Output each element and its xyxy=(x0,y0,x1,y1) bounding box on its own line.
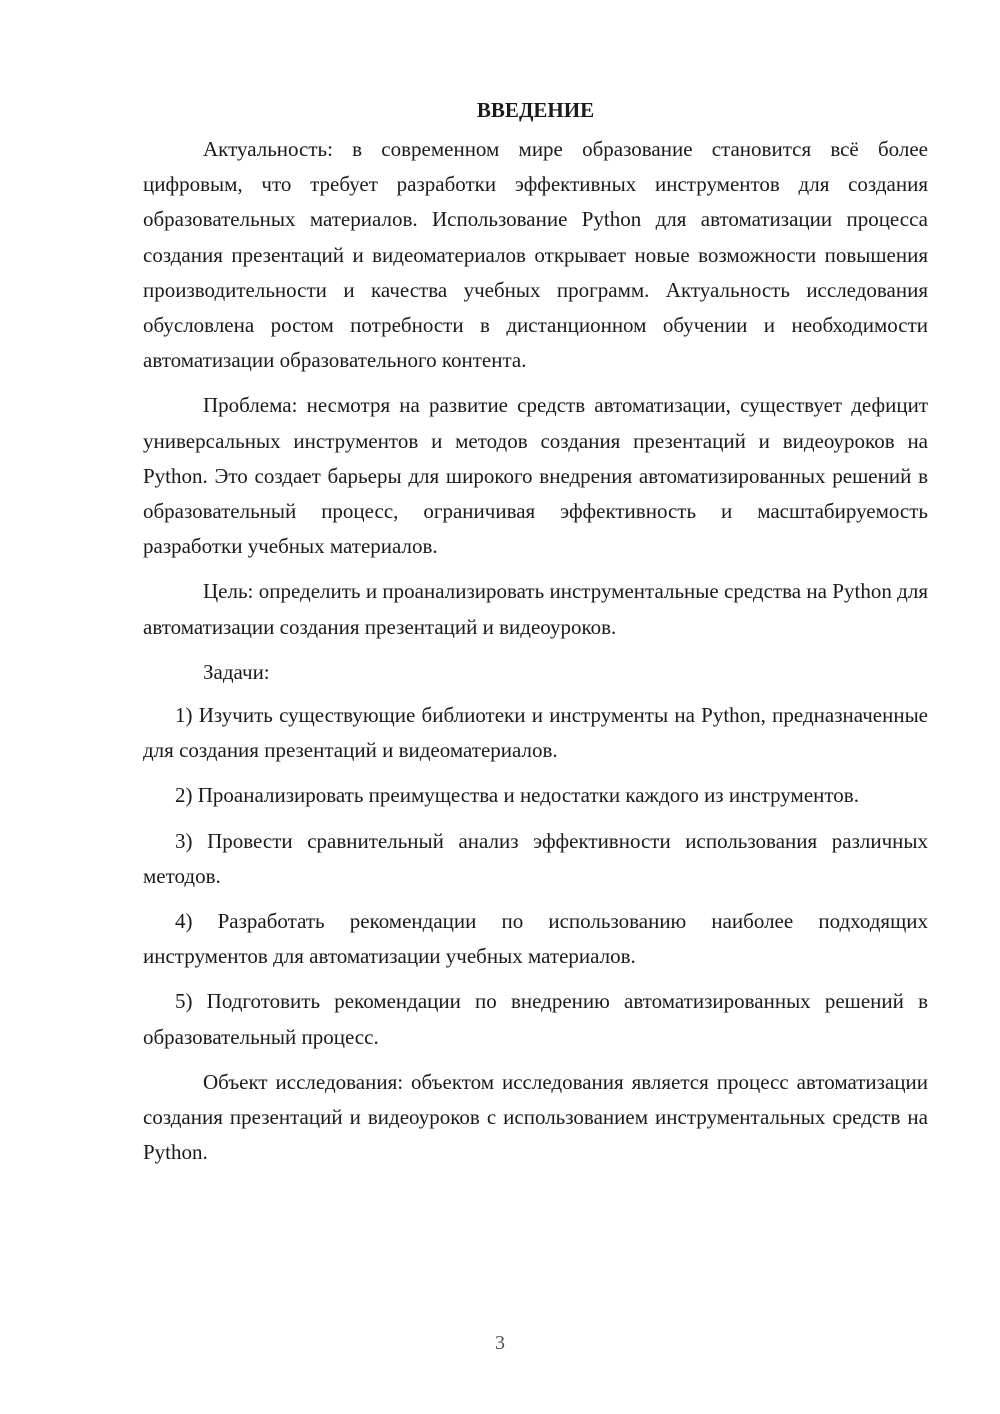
tasks-label: Задачи: xyxy=(203,659,270,684)
task-item-2: 2) Проанализировать преимущества и недостатки каждого из инструментов. xyxy=(175,783,859,808)
task-item-1: 1) Изучить существующие библиотеки и инструменты на Python, предназначенные для создания презентаций и видеоматериалов. xyxy=(143,703,928,763)
goal-paragraph: Цель: определить и проанализировать инструментальные средства на Python для автоматизации создания презентаций и видеоуроков. xyxy=(143,579,928,639)
section-heading: ВВЕДЕНИЕ xyxy=(476,98,595,122)
object-paragraph: Объект исследования: объектом исследования является процесс автоматизации создания презентаций и видеоуроков с использованием инструментальных средств на Python. xyxy=(143,1069,928,1165)
page-number: 3 xyxy=(495,1332,505,1354)
task-item-5: 5) Подготовить рекомендации по внедрению автоматизированных решений в образовательный процесс. xyxy=(143,989,928,1049)
problem-paragraph: Проблема: несмотря на развитие средств автоматизации, существует дефицит универсальных инструментов и методов создания презентаций и видеоуроков на Python. Это создает барьеры для широкого внедрения автоматизированных решений в образовательный процесс, ограничивая эффективность и масштабируемость разработки учебных материалов. xyxy=(143,393,928,559)
task-item-4: 4) Разработать рекомендации по использованию наиболее подходящих инструментов для автоматизации учебных материалов. xyxy=(143,909,928,969)
task-item-3: 3) Провести сравнительный анализ эффективности использования различных методов. xyxy=(143,828,928,888)
document-page xyxy=(143,92,928,1180)
relevance-paragraph: Актуальность: в современном мире образование становится всё более цифровым, что требует разработки эффективных инструментов для создания образовательных материалов. Использование Python для автоматизации процесса создания презентаций и видеоматериалов открывает новые возможности повышения производительности и качества учебных программ. Актуальность исследования обусловлена ростом потребности в дистанционном обучении и необходимости автоматизации образовательного контента. xyxy=(143,137,928,373)
